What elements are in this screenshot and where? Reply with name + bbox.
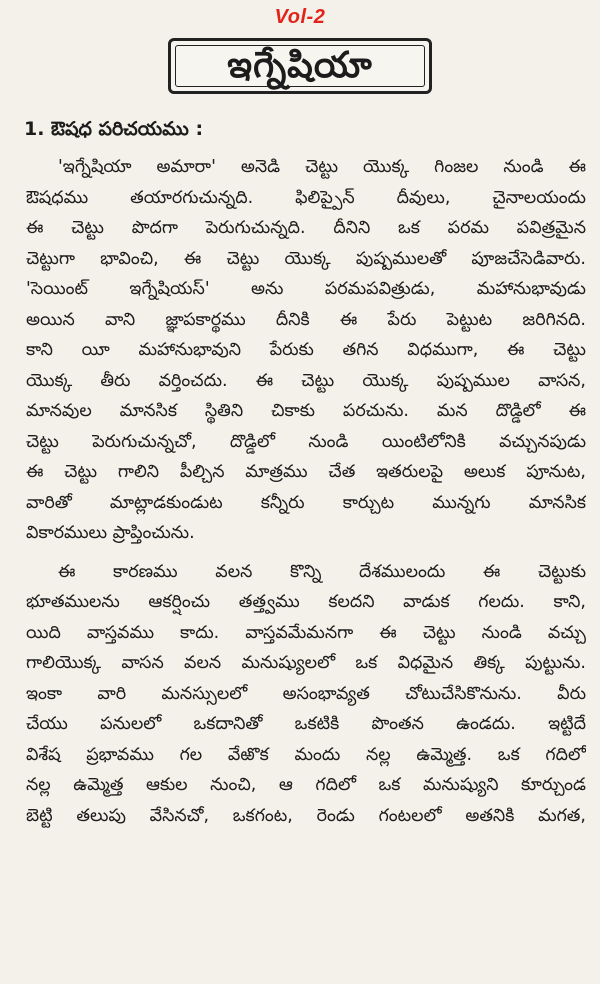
- text-line: యొక్క తీరు వర్తించదు. ఈ చెట్టు యొక్క పుష్పముల వాసన,: [26, 370, 586, 391]
- text-line: వారితో మాట్లాడకుండుట కన్నీరు కార్చుట మున్నగు మానసిక: [26, 492, 586, 513]
- section-heading: 1. ఔషధ పరిచయము :: [24, 118, 204, 140]
- text-line: వికారములు ప్రాప్తించును.: [26, 523, 195, 543]
- text-line: 'సెయింట్ ఇగ్నేషియస్' అను పరమపవిత్రుడు, మహానుభావుడు: [26, 279, 586, 299]
- text-line: చెట్టు పెరుగుచున్నచో, దొడ్డిలో నుండి యింటిలోనికి వచ్చునపుడు: [26, 431, 586, 452]
- volume-label: Vol-2: [274, 6, 326, 28]
- text-line: కాని యీ మహానుభావుని పేరుకు తగిన విధముగా, ఈ చెట్టు: [26, 340, 586, 360]
- text-line: చెట్టుగా భావించి, ఈ చెట్టు యొక్క పుష్పములతో పూజచేసెడివారు.: [26, 248, 586, 269]
- text-line: భూతములను ఆకర్షించు తత్త్వము కలదని వాడుక గలదు. కాని,: [26, 592, 586, 612]
- text-line: ఈ చెట్టు గాలిని పీల్చిన మాత్రము చేత ఇతరులపై అలుక పూనుట,: [26, 462, 586, 482]
- text-line: గాలియొక్క వాసన వలన మనుష్యులలో ఒక విధమైన తిక్క పుట్టును.: [26, 653, 586, 673]
- text-line: 'ఇగ్నేషియా అమారా' అనెడి చెట్టు యొక్క గింజల నుండి ఈ: [58, 157, 586, 177]
- paragraph-1: [26, 152, 586, 549]
- paragraph-2: [26, 557, 586, 832]
- text-line: బెట్టి తలుపు వేసినచో, ఒకగంట, రెండు గంటలలో అతనికి మగత,: [26, 805, 586, 826]
- title-frame: [168, 38, 432, 94]
- text-line: విశేష ప్రభావము గల వేఱొక మందు నల్ల ఉమ్మెత్త. ఒక గదిలో: [26, 744, 586, 765]
- text-line: మానవుల మానసిక స్థితిని చికాకు పరచును. మన దొడ్డిలో ఈ: [26, 401, 586, 421]
- text-line: ఔషధము తయారగుచున్నది. ఫిలిప్పైన్ దీవులు, చైనాలయందు: [26, 187, 586, 208]
- body-text: [26, 152, 586, 839]
- text-line: అయిన వాని జ్ఞాపకార్థము దీనికి ఈ పేరు పెట్టుట జరిగినది.: [26, 309, 586, 330]
- text-line: యిది వాస్తవము కాదు. వాస్తవమేమనగా ఈ చెట్టు నుండి వచ్చు: [26, 622, 586, 643]
- text-line: ఈ చెట్టు పొదగా పెరుగుచున్నది. దీనిని ఒక పరమ పవిత్రమైన: [26, 218, 586, 238]
- text-line: ఈ కారణము వలన కొన్ని దేశములందు ఈ చెట్టుకు: [58, 561, 586, 582]
- text-line: ఇంకా వారి మనస్సులలో అసంభావ్యత చోటుచేసికొనును. వీరు: [26, 683, 586, 704]
- text-line: చేయు పనులలో ఒకదానితో ఒకటికి పొంతన ఉండదు. ఇట్టిదే: [26, 714, 586, 734]
- page-title: ఇగ్నేషియా: [227, 45, 373, 86]
- text-line: నల్ల ఉమ్మెత్త ఆకుల నుంచి, ఆ గదిలో ఒక మనుష్యుని కూర్చుండ: [26, 775, 586, 795]
